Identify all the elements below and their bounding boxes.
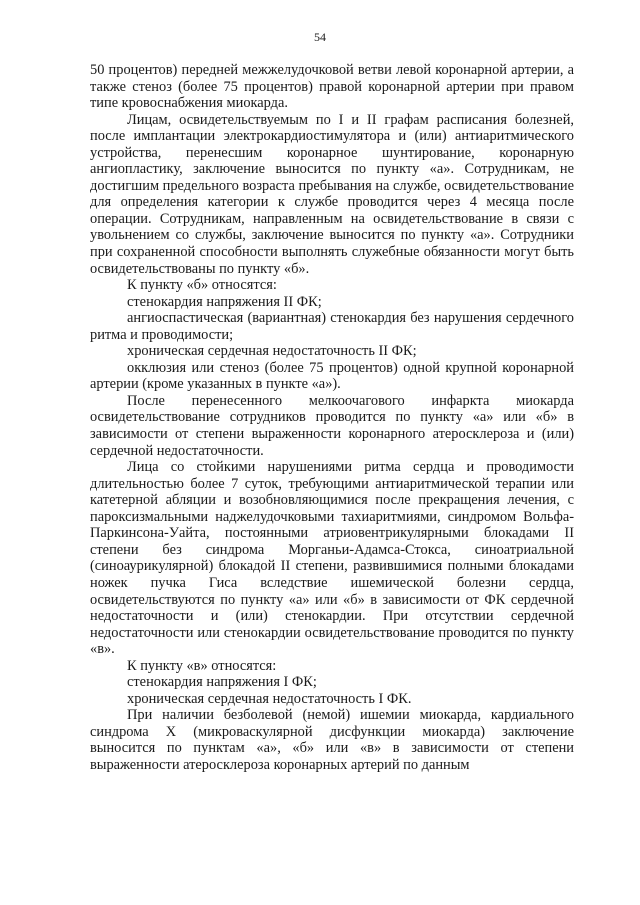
paragraph-9: Лица со стойкими нарушениями ритма сердца и проводимости длительностью более 7 суток, требующими антиаритмической терапии или катетерной абляции и возобновляющимися после прекращения лечения, с пароксизмальными наджелудочковыми тахиаритмиями, синдромом Вольфа-Паркинсона-Уайта, постоянными атриовентрикулярными блокадами II степени без синдрома Морганьи-Адамса-Стокса, синоатриальной (синоаурикулярной) блокадой II степени, развившимися полными блокадами ножек пучка Гиса вследствие ишемической болезни сердца, освидетельствуются по пункту «а» или «б» в зависимости от ФК сердечной недостаточности и (или) стенокардии. При отсутствии сердечной недостаточности или стенокардии освидетельствование проводится по пункту «в». xyxy=(90,459,574,658)
paragraph-7: окклюзия или стеноз (более 75 процентов) одной крупной коронарной артерии (кроме указанных в пункте «а»). xyxy=(90,359,574,393)
page-number: 54 xyxy=(314,30,326,44)
paragraph-3: К пункту «б» относятся: xyxy=(127,277,277,294)
paragraph-2: Лицам, освидетельствуемым по I и II графам расписания болезней, после имплантации электрокардиостимулятора и (или) антиаритмического устройства, перенесшим коронарное шунтирование, коронарную ангиопластику, заключение выносится по пункту «а». Сотрудникам, не достигшим предельного возраста пребывания на службе, освидетельствование для определения категории к службе проводится через 4 месяца после операции. Сотрудникам, направленным на освидетельствование в связи с увольнением со службы, заключение выносится по пункту «а». Сотрудники при сохраненной способности выполнять служебные обязанности могут быть освидетельствованы по пункту «б». xyxy=(90,111,574,277)
paragraph-4: стенокардия напряжения II ФК; xyxy=(127,293,322,310)
paragraph-11: стенокардия напряжения I ФК; xyxy=(127,674,317,691)
paragraph-8: После перенесенного мелкоочагового инфаркта миокарда освидетельствование сотрудников проводится по пункту «а» или «б» в зависимости от степени выраженности коронарного атеросклероза и (или) сердечной недостаточности. xyxy=(90,392,574,459)
paragraph-10: К пункту «в» относятся: xyxy=(127,657,277,674)
paragraph-12: хроническая сердечная недостаточность I ФК. xyxy=(127,690,412,707)
paragraph-13: При наличии безболевой (немой) ишемии миокарда, кардиального синдрома Х (микроваскулярной дисфункции миокарда) заключение выносится по пунктам «а», «б» или «в» в зависимости от степени выраженности атеросклероза коронарных артерий по данным xyxy=(90,707,574,773)
paragraph-1: 50 процентов) передней межжелудочковой ветви левой коронарной артерии, а также стеноз (более 75 процентов) правой коронарной артерии при правом типе кровоснабжения миокарда. xyxy=(90,62,574,112)
document-body xyxy=(90,62,574,774)
paragraph-6: хроническая сердечная недостаточность II ФК; xyxy=(127,343,417,360)
paragraph-5: ангиоспастическая (вариантная) стенокардия без нарушения сердечного ритма и проводимости; xyxy=(90,310,574,343)
